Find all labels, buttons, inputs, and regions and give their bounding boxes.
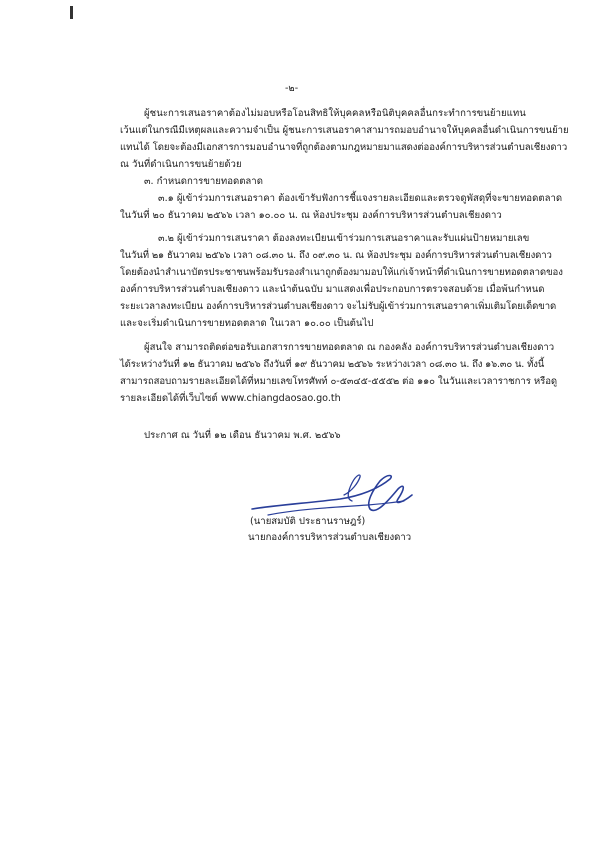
body-line: ๓.๑ ผู้เข้าร่วมการเสนอราคา ต้องเข้ารับฟังการชี้แจงรายละเอียดและตรวจดูพัสดุที่จะขายทอดตลาด [158, 193, 563, 204]
body-line: ณ วันที่ดำเนินการขนย้ายด้วย [120, 159, 242, 170]
body-line: ในวันที่ ๒๐ ธันวาคม ๒๕๖๖ เวลา ๑๐.๐๐ น. ณ ห้องประชุม องค์การบริหารส่วนตำบลเชียงดาว [120, 210, 502, 221]
body-line: และจะเริ่มดำเนินการขายทอดตลาด ในเวลา ๑๐.๐๐ เป็นต้นไป [120, 318, 374, 329]
body-line: รายละเอียดได้ที่เว็บไซต์ www.chiangdaosao.go.th [120, 393, 341, 404]
announcement-date: ประกาศ ณ วันที่ ๑๒ เดือน ธันวาคม พ.ศ. ๒๕๖๖ [144, 430, 341, 441]
body-line: โดยต้องนำสำเนาบัตรประชาชนพร้อมรับรองสำเนาถูกต้องมามอบให้แก่เจ้าหน้าที่ดำเนินการขายทอดตลาดของ [120, 267, 563, 278]
body-line: ในวันที่ ๒๑ ธันวาคม ๒๕๖๖ เวลา ๐๘.๓๐ น. ถึง ๐๙.๓๐ น. ณ ห้องประชุม องค์การบริหารส่วนตำบลเชียงดาว [120, 250, 552, 261]
body-line: ผู้สนใจ สามารถติดต่อขอรับเอกสารการขายทอดตลาด ณ กองคลัง องค์การบริหารส่วนตำบลเชียงดาว [144, 342, 555, 353]
body-line: ๓.๒ ผู้เข้าร่วมการเสนราคา ต้องลงทะเบียนเข้าร่วมการเสนอราคาและรับแผ่นป้ายหมายเลข [158, 233, 530, 244]
signer-position: นายกองค์การบริหารส่วนตำบลเชียงดาว [248, 532, 412, 543]
body-line: ได้ระหว่างวันที่ ๑๒ ธันวาคม ๒๕๖๖ ถึงวันที่ ๑๙ ธันวาคม ๒๕๖๖ ระหว่างเวลา ๐๘.๓๐ น. ถึง ๑๖.๓๐ น. ทั้งนี้ [120, 359, 545, 370]
body-line: แทนได้ โดยจะต้องมีเอกสารการมอบอำนาจที่ถูกต้องตามกฎหมายมาแสดงต่อองค์การบริหารส่วนตำบลเชียงดาว [120, 142, 568, 153]
page-number: -๒- [285, 83, 299, 94]
body-line: เว้นแต่ในกรณีมีเหตุผลและความจำเป็น ผู้ชนะการเสนอราคาสามารถมอบอำนาจให้บุคคลอื่นดำเนินการขนย้าย [120, 125, 569, 136]
scan-mark [70, 6, 73, 19]
body-line: องค์การบริหารส่วนตำบลเชียงดาว และนำต้นฉบับ มาแสดงเพื่อประกอบการตรวจสอบด้วย เมื่อพ้นกำหนด [120, 284, 545, 295]
signer-name: (นายสมบัติ ประธานราษฎร์) [250, 516, 366, 527]
body-line: ผู้ชนะการเสนอราคาต้องไม่มอบหรือโอนสิทธิให้บุคคลหรือนิติบุคคลอื่นกระทำการขนย้ายแทน [144, 108, 526, 119]
body-line: ระยะเวลาลงทะเบียน องค์การบริหารส่วนตำบลเชียงดาว จะไม่รับผู้เข้าร่วมการเสนอราคาเพิ่มเติมโดยเด็ดขาด [120, 301, 557, 312]
section-heading: ๓. กำหนดการขายทอดตลาด [144, 176, 263, 187]
body-line: สามารถสอบถามรายละเอียดได้ที่หมายเลขโทรศัพท์ ๐-๕๓๔๕-๕๕๕๒ ต่อ ๑๑๐ ในวันและเวลาราชการ หรือดู [120, 376, 558, 387]
